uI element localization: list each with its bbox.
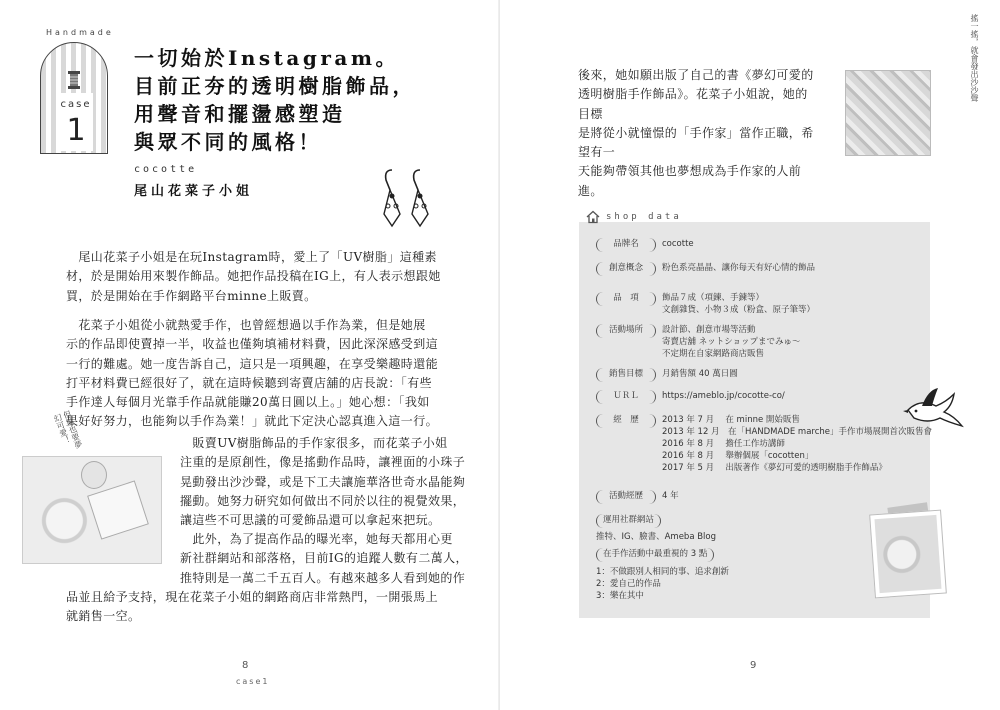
text-line: 推特則是一萬二千五百人。有越來越多人看到她的作 (180, 570, 466, 585)
case-badge (38, 28, 114, 154)
important-points-label: 在手作活動中最重視的 3 點 (596, 548, 714, 562)
sns-value: 推特、IG、臉書、Ameba Blog (596, 532, 717, 542)
row-label: 活動經歷 (596, 490, 656, 504)
jewelry-display-photo (845, 70, 931, 156)
page-number: 8 (242, 660, 249, 671)
text-line: 打平材料費已經很好了，就在這時候聽到寄賣店舖的店長說：「有些 (66, 375, 433, 390)
badge-arc-text: Handmade (46, 28, 114, 37)
title-line: 用聲音和擺盪感塑造 (134, 102, 346, 126)
brand-name: cocotte (134, 164, 198, 175)
row-label: 品 項 (596, 292, 656, 306)
row-label: 經 歷 (596, 414, 656, 428)
intro-paragraph (578, 66, 818, 201)
row-value: 粉色系亮晶晶、讓你每天有好心情的飾品 (662, 263, 816, 273)
text-line: 品並且給予支持，現在花菜子小姐的網路商店非常熱門，一開張馬上 (66, 589, 439, 604)
text-line: 是將從小就憧憬的「手作家」當作正職，希望有一 (578, 125, 814, 160)
text-line: 後來，她如願出版了自己的書《夢幻可愛的 (578, 68, 814, 82)
text-line: 擺動。她努力研究如何做出不同於以往的視覺效果， (180, 493, 466, 508)
row-value: 月銷售額 40 萬日圓 (662, 369, 738, 379)
text-line: 手作達人每個月光靠手作品就能賺20萬日圓以上。」她心想：「我如 (66, 395, 430, 410)
text-line: 天能夠帶領其他也夢想成為手作家的人前進。 (578, 164, 802, 198)
text-line: 此外，為了提高作品的曝光率，她每天都用心更 (180, 532, 453, 546)
row-value: 4 年 (662, 491, 679, 501)
row-label: 創意概念 (596, 262, 656, 276)
shop-url-link[interactable]: https://ameblo.jp/cocotte-co/ (662, 391, 785, 401)
shop-data-title: shop data (606, 212, 682, 222)
shop-row-concept (596, 262, 815, 276)
title-line: 目前正夯的透明樹脂飾品， (134, 74, 416, 98)
shop-row-history (596, 414, 932, 474)
badge-case-text: case (60, 99, 92, 110)
title-line: 與眾不同的風格！ (134, 130, 322, 154)
house-icon (586, 210, 600, 224)
paragraph-3 (180, 434, 480, 530)
paragraph-2 (66, 316, 476, 432)
row-label: ＵＲＬ (596, 390, 656, 404)
text-line: 注重的是原創性，像是搖動作品時，讓裡面的小珠子 (180, 455, 466, 470)
side-note: 但髮也要夢幻可愛！ (52, 409, 84, 450)
earrings-icon (378, 166, 440, 232)
text-line: 一行的難處。她一度告訴自己，這只是一項興趣，在享受樂趣時還能 (66, 356, 439, 371)
paragraph-1 (66, 248, 476, 306)
text-line: 花菜子小姐從小就熱愛手作，也曾經想過以手作為業，但是她展 (66, 318, 426, 332)
article-title (134, 44, 474, 156)
row-value: 設計節、創意市場等活動 寄賣店舖 ネットショップまでみゅ～ 不定期在自家網路商店販售 (662, 325, 801, 359)
row-label: 銷售目標 (596, 368, 656, 382)
shop-row-brand (596, 238, 694, 252)
badge-stripes (40, 42, 108, 154)
row-value: 2013 年 7 月 在 minne 開始販售 2013 年 12 月 在「HANDMADE marche」手作市場展開首次販售會 2016 年 8 月 擔任工作坊講師 2016 年 8 月 舉辦個展「cocotten」 2017 年 5 月 出版著作《夢幻可愛的透明樹脂手作飾品》 (662, 415, 933, 473)
row-value: 飾品７成（項鍊、手鍊等） 文創雜貨、小物３成（粉盒、原子筆等） (662, 293, 816, 315)
important-points-list: 1：不做跟別人相同的事、追求創新 2：愛自己的作品 3：樂在其中 (596, 567, 729, 601)
author-name: 尾山花菜子小姐 (134, 184, 254, 199)
sns-label: 運用社群網站 (596, 514, 661, 528)
paragraph-4 (66, 530, 480, 626)
text-line: 新社群網站和部落格，目前IG的追蹤人數有二萬人， (180, 551, 468, 566)
text-line: 就銷售一空。 (66, 609, 141, 624)
row-value: cocotte (662, 239, 694, 249)
row-label: 品牌名 (596, 238, 656, 252)
row-label: 活動場所 (596, 324, 656, 338)
shop-data-header (586, 210, 682, 224)
text-line: 販賣UV樹脂飾品的手作家很多，而花菜子小姐 (180, 436, 448, 450)
shop-row-experience (596, 490, 679, 504)
badge-case-number: 1 (66, 113, 86, 148)
badge-label (59, 93, 93, 151)
text-line: 尾山花菜子小姐是在玩Instagram時，愛上了「UV樹脂」這種素 (66, 250, 437, 264)
page-footer: case1 (236, 677, 270, 686)
bird-illustration-icon (902, 384, 966, 432)
text-line: 晃動發出沙沙聲，或是下工夫讓施華洛世奇水晶能夠 (180, 474, 466, 489)
thread-spool-icon (63, 69, 85, 91)
shop-row-items (596, 292, 815, 316)
text-line: 讓這些不可思議的可愛飾品還可以拿起來把玩。 (180, 513, 441, 528)
photo-jar (81, 461, 107, 489)
right-page (500, 0, 1000, 710)
text-line: 果好好努力，也能夠以手作為業！」就此下定決心認真進入這一行。 (66, 414, 439, 429)
snow-globe-photo (869, 510, 947, 599)
text-line: 示的作品即使賣掉一半，收益也僅夠填補材料費，因此深深感受到這 (66, 337, 439, 352)
text-line: 買，於是開始在手作網路平台minne上販賣。 (66, 288, 317, 303)
side-note: 搖一搖，就會發出沙沙聲 (970, 14, 979, 102)
title-line: 一切始於Instagram。 (134, 46, 399, 70)
shop-row-venues (596, 324, 801, 360)
page-number: 9 (750, 660, 757, 671)
shop-row-sales-goal (596, 368, 738, 382)
shop-row-url[interactable] (596, 390, 785, 404)
text-line: 材，於是開始用來製作飾品。她把作品投稿在IG上，有人表示想跟她 (66, 269, 441, 284)
text-line: 透明樹脂手作飾品》。花菜子小姐說，她的目標 (578, 87, 808, 121)
